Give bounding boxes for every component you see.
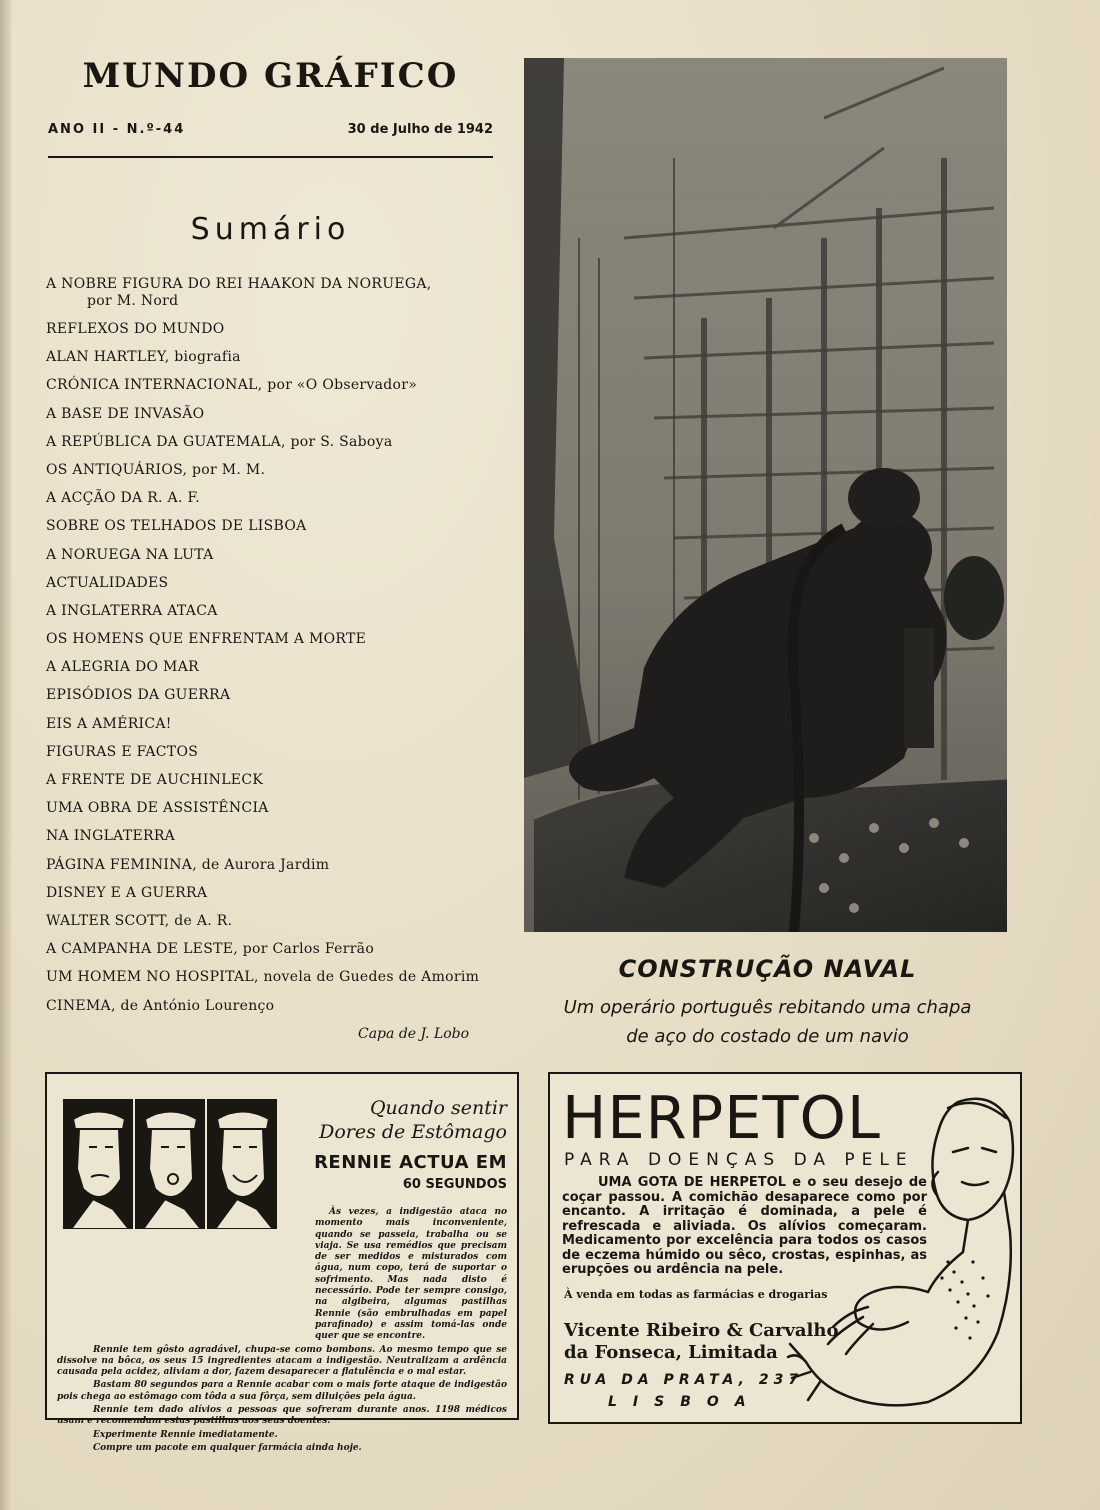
photo-caption-title: CONSTRUÇÃO NAVAL xyxy=(618,955,917,983)
table-of-contents xyxy=(46,276,516,1026)
toc-item[interactable]: FIGURAS E FACTOS xyxy=(46,743,199,760)
header-rule xyxy=(48,156,493,158)
rennie-paragraph: Compre um pacote em qualquer farmácia ainda hoje. xyxy=(93,1442,362,1453)
toc-item[interactable]: SOBRE OS TELHADOS DE LISBOA xyxy=(46,518,307,535)
rennie-body-text xyxy=(57,1207,507,1456)
cover-credit: Capa de J. Lobo xyxy=(358,1026,470,1042)
scratching-man-illustration xyxy=(778,1082,1018,1418)
toc-item[interactable]: OS ANTIQUÁRIOS, por M. M. xyxy=(46,461,266,478)
herpetol-availability: À venda em todas as farmácias e drogarias xyxy=(564,1288,828,1301)
toc-item[interactable]: A BASE DE INVASÃO xyxy=(46,405,205,422)
rennie-line2: Dores de Estômago xyxy=(319,1121,507,1143)
rennie-headline-block xyxy=(297,1096,507,1192)
toc-item[interactable]: DISNEY E A GUERRA xyxy=(46,884,208,901)
toc-item[interactable]: A ACÇÃO DA R. A. F. xyxy=(46,490,201,507)
shipbuilding-photo-art xyxy=(524,58,1007,932)
rennie-advertisement xyxy=(45,1072,519,1453)
herpetol-city: LISBOA xyxy=(608,1394,762,1410)
herpetol-title: HERPETOL xyxy=(562,1083,881,1152)
rennie-paragraph: Rennie tem gôsto agradável, chupa-se como bombons. Ao mesmo tempo que se dissolve na bôca, os seus 15 ingredientes atacam a indigestão. Neutralizam a ardência causada pela acidez, aliviam a dor, fazem desaparecer a flatulência e o mal estar. xyxy=(57,1344,507,1378)
rennie-paragraph: Às vezes, a indigestão ataca no momento mais inconveniente, quando se passeia, trabalha ou se viaja. Se usa remédios que precisam de ser medidos e misturados com água, num copo, terá de suportar o sofrimento. Mas nada disto é necessário. Pode ter sempre consigo, na algibeira, algumas pastilhas Rennie (são embrulhadas em papel parafinado) e assim tomá-las onde quer que se encontre. xyxy=(315,1207,507,1342)
herpetol-advertisement xyxy=(548,1072,1022,1424)
toc-item[interactable]: A NORUEGA NA LUTA xyxy=(46,546,214,563)
herpetol-body-text: UMA GOTA DE HERPETOL e o seu desejo de coçar passou. A comichão desaparece como por encanto. A irritação é dominada, a pele é refrescada e aliviada. Os alívios começaram. Medicamento por excelência para todos os casos de eczema húmido ou sêco, crostas, espinhas, as erupções ou ardência na pele. xyxy=(562,1175,927,1277)
toc-item[interactable]: A REPÚBLICA DA GUATEMALA, por S. Saboya xyxy=(46,433,393,450)
toc-item[interactable]: WALTER SCOTT, de A. R. xyxy=(46,912,233,929)
rennie-paragraph: Rennie tem dado alívios a pessoas que sofreram durante anos. 1198 médicos usam e recomendam estas pastilhas aos seus doentes. xyxy=(57,1405,507,1427)
toc-item[interactable]: UM HOMEM NO HOSPITAL, novela de Guedes de Amorim xyxy=(46,969,480,986)
toc-item[interactable]: PÁGINA FEMININA, de Aurora Jardim xyxy=(46,856,330,873)
toc-item[interactable]: REFLEXOS DO MUNDO xyxy=(46,321,225,337)
toc-item[interactable]: NA INGLATERRA xyxy=(46,828,176,845)
toc-item[interactable]: A FRENTE DE AUCHINLECK xyxy=(46,772,264,788)
rennie-paragraph: Bastam 80 segundos para a Rennie acabar com o mais forte ataque de indigestão pois chega ao estômago com tôda a sua fôrça, sem diluições pela água. xyxy=(57,1380,507,1402)
toc-item[interactable]: A INGLATERRA ATACA xyxy=(46,602,218,619)
herpetol-subtitle: PARA DOENÇAS DA PELE xyxy=(564,1150,914,1170)
toc-item[interactable]: A CAMPANHA DE LESTE, por Carlos Ferrão xyxy=(46,941,375,958)
toc-item[interactable]: A ALEGRIA DO MAR xyxy=(46,659,199,676)
toc-item[interactable]: CINEMA, de António Lourenço xyxy=(46,997,275,1014)
toc-item[interactable]: A NOBRE FIGURA DO REI HAAKON DA NORUEGA, por M. Nord xyxy=(46,276,432,309)
toc-item[interactable]: EIS A AMÉRICA! xyxy=(46,715,172,732)
toc-item[interactable]: EPISÓDIOS DA GUERRA xyxy=(46,687,231,704)
shipbuilding-photo xyxy=(524,58,1007,932)
toc-item[interactable]: UMA OBRA DE ASSISTÊNCIA xyxy=(46,800,269,817)
masthead: MUNDO GRÁFICO xyxy=(82,56,459,96)
rennie-paragraph: Experimente Rennie imediatamente. xyxy=(93,1429,278,1440)
issue-number: ANO II - N.º-44 xyxy=(48,122,186,137)
toc-item[interactable]: CRÓNICA INTERNACIONAL, por «O Observador» xyxy=(46,377,418,394)
rennie-headline: RENNIE ACTUA EM xyxy=(314,1152,507,1173)
photo-caption: Um operário português rebitando uma chapa de aço do costado de um navio xyxy=(563,997,972,1047)
herpetol-company: Vicente Ribeiro & Carvalho da Fonseca, Limitada xyxy=(564,1320,839,1363)
toc-item[interactable]: OS HOMENS QUE ENFRENTAM A MORTE xyxy=(46,631,367,648)
issue-date: 30 de Julho de 1942 xyxy=(347,122,493,137)
rennie-line1: Quando sentir xyxy=(369,1097,507,1119)
rennie-subhead: 60 SEGUNDOS xyxy=(402,1177,507,1192)
summary-title: Sumário xyxy=(190,212,351,247)
toc-item[interactable]: ALAN HARTLEY, biografia xyxy=(46,349,241,366)
page-binding-edge xyxy=(0,0,12,1510)
toc-item[interactable]: ACTUALIDADES xyxy=(46,574,169,591)
herpetol-address: RUA DA PRATA, 237 xyxy=(564,1372,804,1388)
